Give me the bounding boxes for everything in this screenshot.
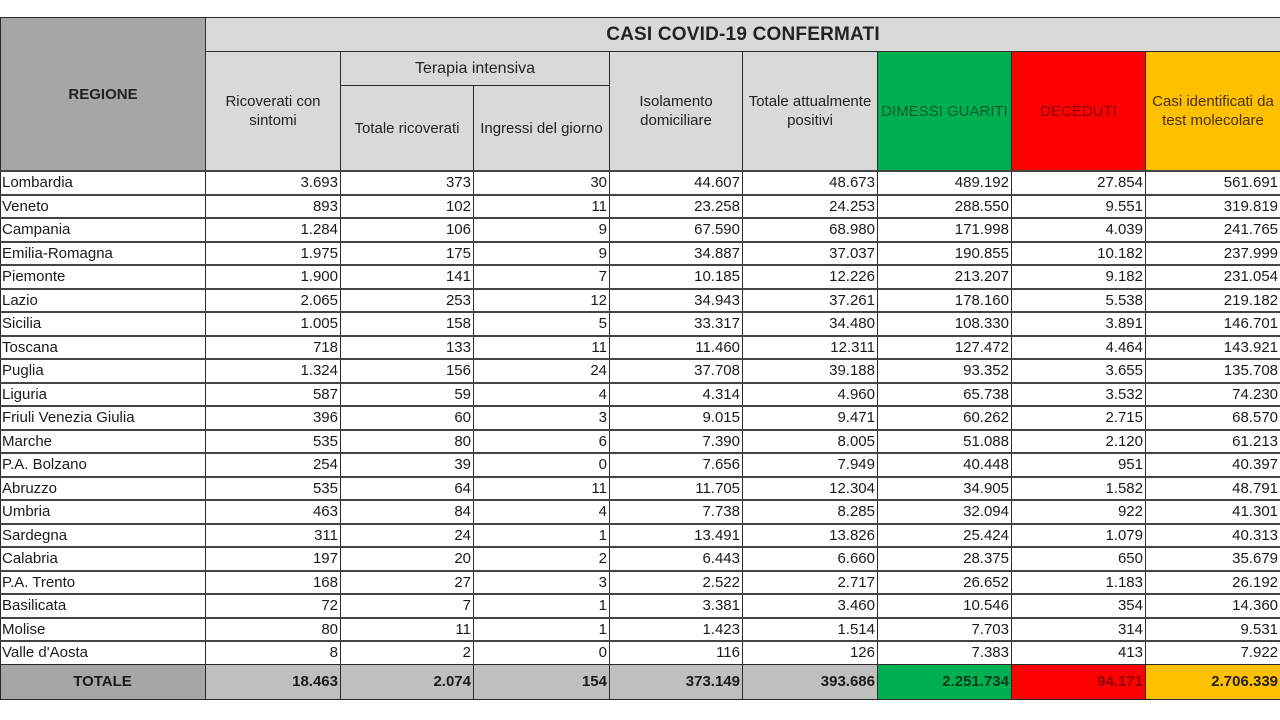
cell-casi-test: 26.192 xyxy=(1146,571,1280,595)
table-row xyxy=(1,477,1280,501)
cell-casi-test: 219.182 xyxy=(1146,289,1280,313)
cell-casi-test: 14.360 xyxy=(1146,594,1280,618)
cell-ti-totale: 84 xyxy=(341,500,474,524)
cell-ti-ingressi: 4 xyxy=(474,383,610,407)
cell-ricoverati: 1.284 xyxy=(206,218,341,242)
cell-regione: Friuli Venezia Giulia xyxy=(1,406,206,430)
cell-regione: Puglia xyxy=(1,359,206,383)
cell-ricoverati: 72 xyxy=(206,594,341,618)
cell-ti-ingressi: 2 xyxy=(474,547,610,571)
cell-ricoverati: 396 xyxy=(206,406,341,430)
cell-dimessi: 28.375 xyxy=(878,547,1012,571)
cell-ricoverati: 3.693 xyxy=(206,171,341,195)
cell-regione: Calabria xyxy=(1,547,206,571)
cell-dimessi: 60.262 xyxy=(878,406,1012,430)
cell-ti-totale: 158 xyxy=(341,312,474,336)
header-totale-positivi: Totale attualmente positivi xyxy=(743,52,878,172)
total-ricoverati: 18.463 xyxy=(206,664,341,699)
cell-casi-test: 241.765 xyxy=(1146,218,1280,242)
cell-isolamento: 11.705 xyxy=(610,477,743,501)
cell-isolamento: 4.314 xyxy=(610,383,743,407)
cell-deceduti: 4.464 xyxy=(1012,336,1146,360)
cell-ricoverati: 168 xyxy=(206,571,341,595)
cell-ricoverati: 1.900 xyxy=(206,265,341,289)
table-header xyxy=(1,18,1280,172)
cell-ti-ingressi: 11 xyxy=(474,336,610,360)
table-row xyxy=(1,359,1280,383)
cell-dimessi: 489.192 xyxy=(878,171,1012,195)
cell-ti-totale: 39 xyxy=(341,453,474,477)
cell-isolamento: 11.460 xyxy=(610,336,743,360)
cell-isolamento: 6.443 xyxy=(610,547,743,571)
cell-totale-positivi: 7.949 xyxy=(743,453,878,477)
cell-totale-positivi: 2.717 xyxy=(743,571,878,595)
covid-regional-table xyxy=(0,17,1280,700)
total-ti-ingressi: 154 xyxy=(474,664,610,699)
cell-totale-positivi: 39.188 xyxy=(743,359,878,383)
cell-totale-positivi: 8.005 xyxy=(743,430,878,454)
cell-regione: Lombardia xyxy=(1,171,206,195)
cell-deceduti: 4.039 xyxy=(1012,218,1146,242)
cell-totale-positivi: 6.660 xyxy=(743,547,878,571)
cell-ti-ingressi: 0 xyxy=(474,641,610,664)
cell-dimessi: 171.998 xyxy=(878,218,1012,242)
table-row xyxy=(1,430,1280,454)
cell-deceduti: 922 xyxy=(1012,500,1146,524)
cell-dimessi: 178.160 xyxy=(878,289,1012,313)
cell-ti-ingressi: 11 xyxy=(474,195,610,219)
cell-dimessi: 65.738 xyxy=(878,383,1012,407)
cell-totale-positivi: 12.304 xyxy=(743,477,878,501)
cell-ti-totale: 156 xyxy=(341,359,474,383)
cell-totale-positivi: 8.285 xyxy=(743,500,878,524)
total-dimessi: 2.251.734 xyxy=(878,664,1012,699)
cell-isolamento: 9.015 xyxy=(610,406,743,430)
cell-deceduti: 1.582 xyxy=(1012,477,1146,501)
cell-ti-totale: 24 xyxy=(341,524,474,548)
header-ti-ingressi: Ingressi del giorno xyxy=(474,86,610,172)
cell-totale-positivi: 34.480 xyxy=(743,312,878,336)
cell-ricoverati: 197 xyxy=(206,547,341,571)
cell-dimessi: 34.905 xyxy=(878,477,1012,501)
cell-deceduti: 354 xyxy=(1012,594,1146,618)
cell-ricoverati: 535 xyxy=(206,477,341,501)
cell-casi-test: 74.230 xyxy=(1146,383,1280,407)
cell-ti-ingressi: 24 xyxy=(474,359,610,383)
cell-deceduti: 9.551 xyxy=(1012,195,1146,219)
cell-dimessi: 7.383 xyxy=(878,641,1012,664)
cell-totale-positivi: 24.253 xyxy=(743,195,878,219)
cell-casi-test: 68.570 xyxy=(1146,406,1280,430)
total-totale-positivi: 393.686 xyxy=(743,664,878,699)
total-ti-totale: 2.074 xyxy=(341,664,474,699)
cell-regione: Molise xyxy=(1,618,206,642)
table-row xyxy=(1,500,1280,524)
cell-ti-totale: 102 xyxy=(341,195,474,219)
header-ti-totale: Totale ricoverati xyxy=(341,86,474,172)
cell-totale-positivi: 9.471 xyxy=(743,406,878,430)
cell-ricoverati: 535 xyxy=(206,430,341,454)
header-ricoverati: Ricoverati con sintomi xyxy=(206,52,341,172)
cell-dimessi: 127.472 xyxy=(878,336,1012,360)
cell-casi-test: 9.531 xyxy=(1146,618,1280,642)
table-row xyxy=(1,547,1280,571)
cell-ricoverati: 587 xyxy=(206,383,341,407)
header-deceduti: DECEDUTI xyxy=(1012,52,1146,172)
cell-dimessi: 93.352 xyxy=(878,359,1012,383)
cell-casi-test: 7.922 xyxy=(1146,641,1280,664)
cell-dimessi: 40.448 xyxy=(878,453,1012,477)
cell-regione: P.A. Bolzano xyxy=(1,453,206,477)
cell-ricoverati: 463 xyxy=(206,500,341,524)
cell-totale-positivi: 37.261 xyxy=(743,289,878,313)
cell-totale-positivi: 1.514 xyxy=(743,618,878,642)
header-dimessi: DIMESSI GUARITI xyxy=(878,52,1012,172)
table-row xyxy=(1,242,1280,266)
cell-casi-test: 135.708 xyxy=(1146,359,1280,383)
cell-ti-totale: 11 xyxy=(341,618,474,642)
header-casi-test: Casi identificati da test molecolare xyxy=(1146,52,1280,172)
cell-ti-ingressi: 30 xyxy=(474,171,610,195)
table-title: CASI COVID-19 CONFERMATI xyxy=(206,18,1280,52)
cell-deceduti: 413 xyxy=(1012,641,1146,664)
header-isolamento: Isolamento domiciliare xyxy=(610,52,743,172)
cell-totale-positivi: 37.037 xyxy=(743,242,878,266)
cell-deceduti: 314 xyxy=(1012,618,1146,642)
table-row xyxy=(1,618,1280,642)
cell-ricoverati: 1.324 xyxy=(206,359,341,383)
cell-ricoverati: 718 xyxy=(206,336,341,360)
cell-casi-test: 319.819 xyxy=(1146,195,1280,219)
cell-isolamento: 3.381 xyxy=(610,594,743,618)
cell-isolamento: 10.185 xyxy=(610,265,743,289)
cell-casi-test: 48.791 xyxy=(1146,477,1280,501)
cell-ti-ingressi: 5 xyxy=(474,312,610,336)
cell-regione: Sicilia xyxy=(1,312,206,336)
cell-casi-test: 40.313 xyxy=(1146,524,1280,548)
cell-totale-positivi: 3.460 xyxy=(743,594,878,618)
cell-regione: Basilicata xyxy=(1,594,206,618)
cell-ti-ingressi: 6 xyxy=(474,430,610,454)
cell-deceduti: 1.183 xyxy=(1012,571,1146,595)
table-row xyxy=(1,641,1280,664)
cell-dimessi: 288.550 xyxy=(878,195,1012,219)
cell-ti-totale: 20 xyxy=(341,547,474,571)
cell-ricoverati: 1.005 xyxy=(206,312,341,336)
cell-ti-ingressi: 1 xyxy=(474,594,610,618)
cell-regione: Liguria xyxy=(1,383,206,407)
cell-dimessi: 7.703 xyxy=(878,618,1012,642)
cell-totale-positivi: 4.960 xyxy=(743,383,878,407)
cell-ti-ingressi: 0 xyxy=(474,453,610,477)
cell-ti-totale: 7 xyxy=(341,594,474,618)
table-row xyxy=(1,594,1280,618)
table-row xyxy=(1,195,1280,219)
table-row xyxy=(1,453,1280,477)
cell-regione: Campania xyxy=(1,218,206,242)
cell-casi-test: 40.397 xyxy=(1146,453,1280,477)
cell-isolamento: 44.607 xyxy=(610,171,743,195)
total-casi-test: 2.706.339 xyxy=(1146,664,1280,699)
cell-regione: Abruzzo xyxy=(1,477,206,501)
cell-totale-positivi: 48.673 xyxy=(743,171,878,195)
cell-dimessi: 26.652 xyxy=(878,571,1012,595)
cell-isolamento: 1.423 xyxy=(610,618,743,642)
cell-deceduti: 5.538 xyxy=(1012,289,1146,313)
cell-dimessi: 10.546 xyxy=(878,594,1012,618)
cell-deceduti: 10.182 xyxy=(1012,242,1146,266)
cell-casi-test: 146.701 xyxy=(1146,312,1280,336)
cell-regione: Piemonte xyxy=(1,265,206,289)
cell-dimessi: 51.088 xyxy=(878,430,1012,454)
cell-ti-totale: 80 xyxy=(341,430,474,454)
cell-ricoverati: 2.065 xyxy=(206,289,341,313)
cell-ti-totale: 64 xyxy=(341,477,474,501)
cell-ti-ingressi: 4 xyxy=(474,500,610,524)
table-row xyxy=(1,171,1280,195)
cell-ti-ingressi: 1 xyxy=(474,618,610,642)
cell-deceduti: 2.120 xyxy=(1012,430,1146,454)
cell-regione: Sardegna xyxy=(1,524,206,548)
cell-isolamento: 116 xyxy=(610,641,743,664)
cell-ti-ingressi: 7 xyxy=(474,265,610,289)
cell-regione: Emilia-Romagna xyxy=(1,242,206,266)
cell-regione: P.A. Trento xyxy=(1,571,206,595)
cell-dimessi: 108.330 xyxy=(878,312,1012,336)
table-row xyxy=(1,218,1280,242)
cell-casi-test: 237.999 xyxy=(1146,242,1280,266)
cell-deceduti: 3.655 xyxy=(1012,359,1146,383)
cell-casi-test: 35.679 xyxy=(1146,547,1280,571)
cell-totale-positivi: 13.826 xyxy=(743,524,878,548)
cell-ti-totale: 27 xyxy=(341,571,474,595)
cell-deceduti: 2.715 xyxy=(1012,406,1146,430)
cell-ricoverati: 254 xyxy=(206,453,341,477)
cell-ti-totale: 253 xyxy=(341,289,474,313)
cell-dimessi: 190.855 xyxy=(878,242,1012,266)
cell-regione: Valle d'Aosta xyxy=(1,641,206,664)
cell-ti-totale: 141 xyxy=(341,265,474,289)
total-label: TOTALE xyxy=(1,664,206,699)
cell-ti-totale: 106 xyxy=(341,218,474,242)
cell-ti-ingressi: 3 xyxy=(474,571,610,595)
cell-dimessi: 25.424 xyxy=(878,524,1012,548)
cell-ti-ingressi: 9 xyxy=(474,218,610,242)
cell-deceduti: 9.182 xyxy=(1012,265,1146,289)
cell-dimessi: 32.094 xyxy=(878,500,1012,524)
table-row xyxy=(1,406,1280,430)
cell-isolamento: 7.738 xyxy=(610,500,743,524)
table-row xyxy=(1,289,1280,313)
table-body xyxy=(1,171,1280,664)
cell-casi-test: 143.921 xyxy=(1146,336,1280,360)
cell-regione: Veneto xyxy=(1,195,206,219)
cell-ti-totale: 60 xyxy=(341,406,474,430)
cell-isolamento: 13.491 xyxy=(610,524,743,548)
cell-regione: Umbria xyxy=(1,500,206,524)
cell-isolamento: 34.943 xyxy=(610,289,743,313)
cell-deceduti: 3.891 xyxy=(1012,312,1146,336)
cell-isolamento: 2.522 xyxy=(610,571,743,595)
cell-deceduti: 650 xyxy=(1012,547,1146,571)
header-regione: REGIONE xyxy=(1,18,206,172)
cell-isolamento: 37.708 xyxy=(610,359,743,383)
cell-isolamento: 7.390 xyxy=(610,430,743,454)
cell-ti-ingressi: 9 xyxy=(474,242,610,266)
cell-isolamento: 33.317 xyxy=(610,312,743,336)
cell-ti-totale: 2 xyxy=(341,641,474,664)
cell-ricoverati: 8 xyxy=(206,641,341,664)
table-row xyxy=(1,571,1280,595)
cell-casi-test: 231.054 xyxy=(1146,265,1280,289)
cell-deceduti: 27.854 xyxy=(1012,171,1146,195)
table-row xyxy=(1,524,1280,548)
cell-regione: Lazio xyxy=(1,289,206,313)
total-isolamento: 373.149 xyxy=(610,664,743,699)
cell-isolamento: 23.258 xyxy=(610,195,743,219)
cell-casi-test: 61.213 xyxy=(1146,430,1280,454)
cell-isolamento: 7.656 xyxy=(610,453,743,477)
cell-isolamento: 34.887 xyxy=(610,242,743,266)
cell-totale-positivi: 68.980 xyxy=(743,218,878,242)
cell-totale-positivi: 12.311 xyxy=(743,336,878,360)
cell-deceduti: 951 xyxy=(1012,453,1146,477)
header-terapia-intensiva: Terapia intensiva xyxy=(341,52,610,86)
cell-totale-positivi: 126 xyxy=(743,641,878,664)
total-row xyxy=(1,664,1280,699)
table-row xyxy=(1,383,1280,407)
table-row xyxy=(1,265,1280,289)
cell-casi-test: 561.691 xyxy=(1146,171,1280,195)
total-deceduti: 94.171 xyxy=(1012,664,1146,699)
table-row xyxy=(1,312,1280,336)
cell-deceduti: 3.532 xyxy=(1012,383,1146,407)
cell-ricoverati: 893 xyxy=(206,195,341,219)
cell-deceduti: 1.079 xyxy=(1012,524,1146,548)
cell-regione: Toscana xyxy=(1,336,206,360)
cell-ti-ingressi: 12 xyxy=(474,289,610,313)
cell-ti-ingressi: 11 xyxy=(474,477,610,501)
cell-ricoverati: 80 xyxy=(206,618,341,642)
cell-ricoverati: 1.975 xyxy=(206,242,341,266)
table-row xyxy=(1,336,1280,360)
cell-ti-totale: 59 xyxy=(341,383,474,407)
cell-regione: Marche xyxy=(1,430,206,454)
cell-dimessi: 213.207 xyxy=(878,265,1012,289)
cell-ti-totale: 133 xyxy=(341,336,474,360)
cell-ti-ingressi: 3 xyxy=(474,406,610,430)
cell-ti-ingressi: 1 xyxy=(474,524,610,548)
cell-ti-totale: 373 xyxy=(341,171,474,195)
cell-totale-positivi: 12.226 xyxy=(743,265,878,289)
cell-ricoverati: 311 xyxy=(206,524,341,548)
cell-casi-test: 41.301 xyxy=(1146,500,1280,524)
cell-isolamento: 67.590 xyxy=(610,218,743,242)
cell-ti-totale: 175 xyxy=(341,242,474,266)
